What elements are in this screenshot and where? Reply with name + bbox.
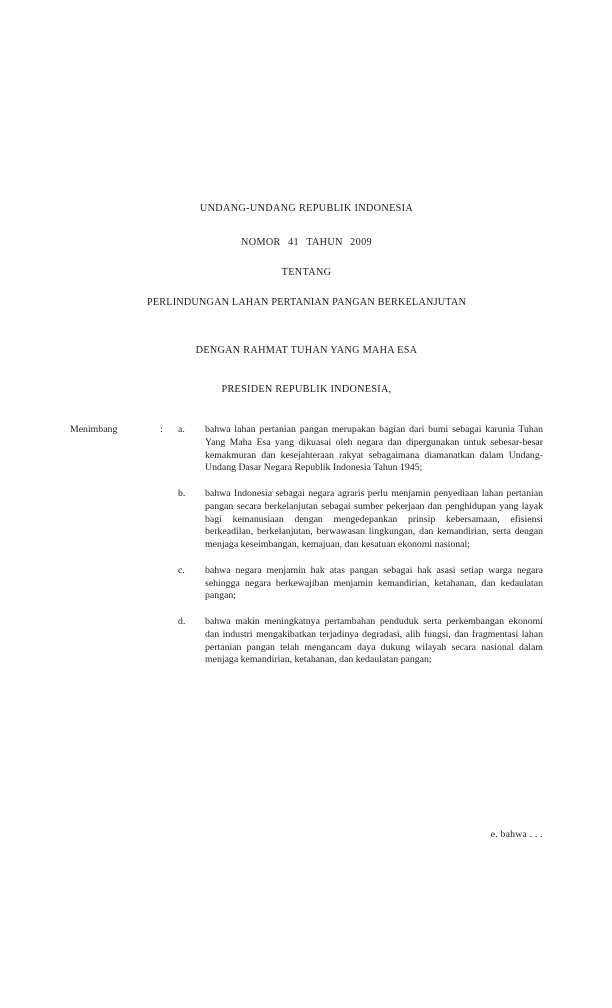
item-letter-a: a. [178, 424, 185, 435]
considerations-section [70, 424, 543, 667]
consideration-item-a [70, 424, 543, 475]
law-number-heading: NOMOR 41 TAHUN 2009 [241, 237, 372, 248]
law-type-heading: UNDANG-UNDANG REPUBLIK INDONESIA [199, 203, 414, 214]
item-letter-d: d. [178, 616, 186, 627]
item-letter-c: c. [178, 564, 185, 576]
considerations-label: Menimbang [70, 424, 118, 435]
item-text-c: bahwa negara menjamin hak atas pangan sebagai hak asasi setiap warga negara sehingga negara berkewajiban menjamin kemandirian, ketahanan, dan kedaulatan pangan; [205, 564, 543, 602]
item-text-a: bahwa lahan pertanian pangan merupakan bagian dari bumi sebagai karunia Tuhan Yang Maha Esa yang dikuasai oleh negara dan dipergunakan untuk sebesar-besar kemakmuran dan kesejahteraan rakyat sebagaimana diamanatkan dalam Undang-Undang Dasar Negara Republik Indonesia Tahun 1945; [205, 424, 543, 474]
divine-mercy-line: DENGAN RAHMAT TUHAN YANG MAHA ESA [195, 345, 418, 356]
item-letter-b: b. [178, 488, 186, 499]
consideration-item-c [70, 565, 543, 603]
item-text-d: bahwa makin meningkatnya pertambahan penduduk serta perkembangan ekonomi dan industri mengakibatkan terjadinya degradasi, alih fungsi, dan fragmentasi lahan pertanian pangan telah mengancam daya dukung wilayah secara nasional dalam menjaga kemandirian, ketahanan, dan kedaulatan pangan; [205, 616, 543, 666]
preamble-block [70, 344, 543, 397]
about-heading: TENTANG [281, 267, 332, 278]
item-text-b: bahwa Indonesia sebagai negara agraris perlu menjamin penyediaan lahan pertanian pangan secara berkelanjutan sebagai sumber pekerjaan dan penghidupan yang layak bagi kemanusiaan dengan mengedepankan prinsip kebersamaan, efisiensi berkeadilan, berkelanjutan, berwawasan lingkungan, dan kemandirian, serta dengan menjaga keseimbangan, kemajuan, dan kesatuan ekonomi nasional; [205, 488, 543, 550]
consideration-item-d [70, 616, 543, 667]
president-line: PRESIDEN REPUBLIK INDONESIA, [221, 384, 392, 395]
consideration-item-b [70, 488, 543, 552]
law-subject-heading: PERLINDUNGAN LAHAN PERTANIAN PANGAN BERKELANJUTAN [146, 297, 467, 308]
document-title-block [70, 202, 543, 310]
considerations-colon: : [160, 424, 163, 435]
page-continuation-marker: e. bahwa . . . [490, 829, 543, 840]
